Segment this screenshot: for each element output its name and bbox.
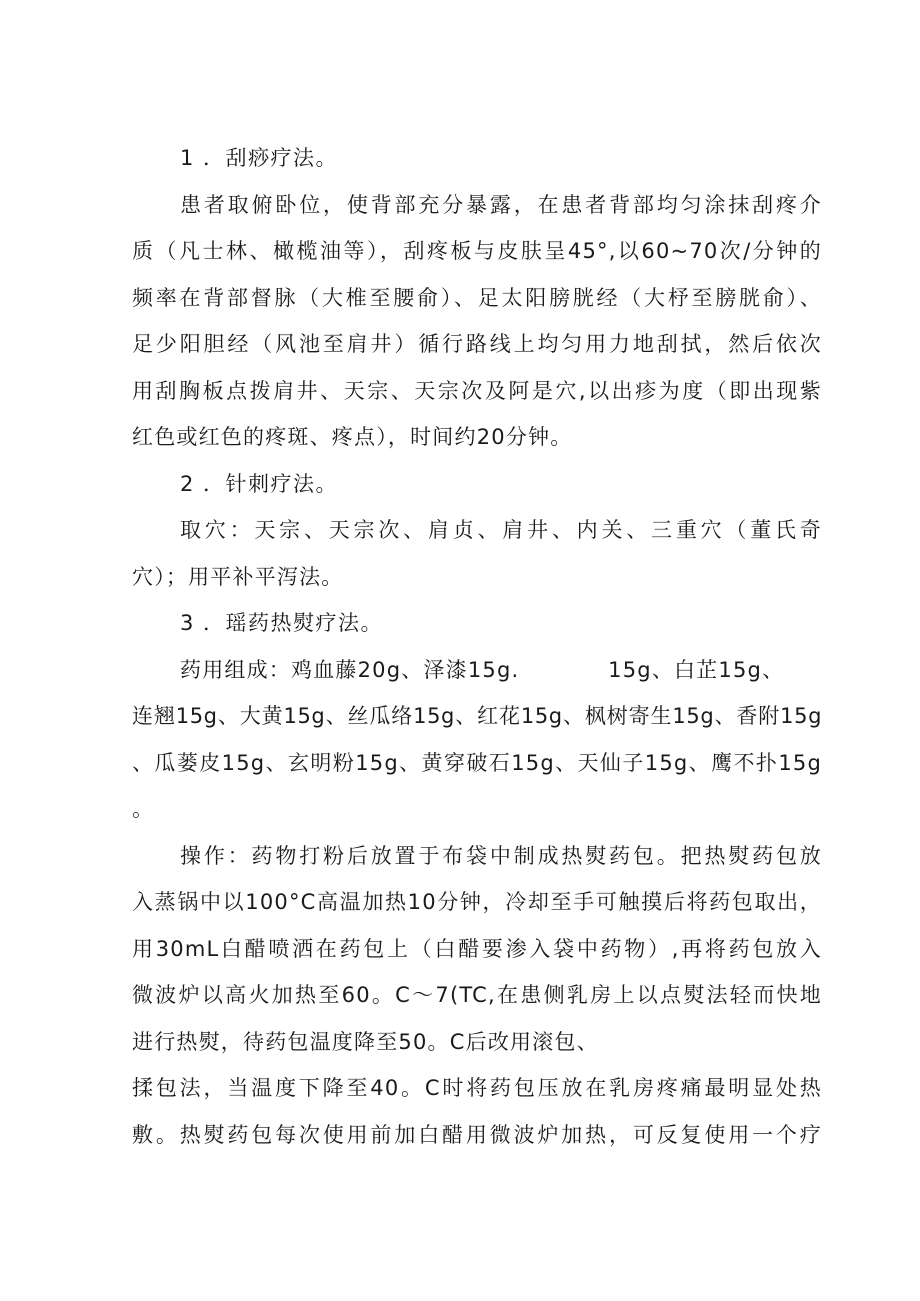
section-heading-scraping: 1 ．刮痧疗法。	[180, 146, 339, 170]
paragraph-line: 进行热熨，待药包温度降至50。C后改用滚包、	[132, 1030, 599, 1054]
paragraph-line: 穴）；用平补平泻法。	[132, 565, 344, 589]
paragraph-line: 操作：药物打粉后放置于布袋中制成热熨药包。把热熨药包放	[180, 844, 822, 868]
paragraph-line: 患者取俯卧位，使背部充分暴露，在患者背部均匀涂抹刮疼介	[180, 193, 822, 217]
paragraph-line: 。	[132, 797, 155, 821]
paragraph-line: 用刮胸板点拨肩井、天宗、天宗次及阿是穴,以出疹为度（即出现紫	[132, 379, 822, 403]
paragraph-line: 质（凡士林、橄榄油等），刮疼板与皮肤呈45°,以60~70次/分钟的	[132, 239, 822, 263]
paragraph-line: 红色或红色的疼斑、疼点），时间约20分钟。	[132, 425, 573, 449]
paragraph-line: 取穴：天宗、天宗次、肩贞、肩井、内关、三重穴（董氏奇	[180, 518, 822, 542]
paragraph-line: 入蒸锅中以100°C高温加热10分钟，冷却至手可触摸后将药包取出，	[132, 890, 822, 914]
paragraph-line: 微波炉以高火加热至60。C〜7(TC,在患侧乳房上以点熨法轻而快地	[132, 983, 822, 1007]
paragraph-line: 频率在背部督脉（大椎至腰俞）、足太阳膀胱经（大杼至膀胱俞）、	[132, 286, 822, 310]
paragraph-line: 用30mL白醋喷洒在药包上（白醋要渗入袋中药物）,再将药包放入	[132, 937, 822, 961]
paragraph-line: 药用组成：鸡血藤20g、泽漆15g. 15g、白芷15g、	[180, 658, 785, 682]
paragraph-line: 连翘15g、大黄15g、丝瓜络15g、红花15g、枫树寄生15g、香附15g	[132, 704, 822, 728]
paragraph-line: 揉包法，当温度下降至40。C时将药包压放在乳房疼痛最明显处热	[132, 1076, 822, 1100]
paragraph-line: 敷。热熨药包每次使用前加白醋用微波炉加热，可反复使用一个疗	[132, 1123, 822, 1147]
paragraph-line: 、瓜蒌皮15g、玄明粉15g、黄穿破石15g、天仙子15g、鹰不扑15g	[132, 751, 822, 775]
section-heading-hot-compress: 3 ．瑶药热熨疗法。	[180, 611, 384, 635]
section-heading-acupuncture: 2 ．针刺疗法。	[180, 472, 339, 496]
paragraph-line: 足少阳胆经（风池至肩井）循行路线上均匀用力地刮拭，然后依次	[132, 332, 822, 356]
